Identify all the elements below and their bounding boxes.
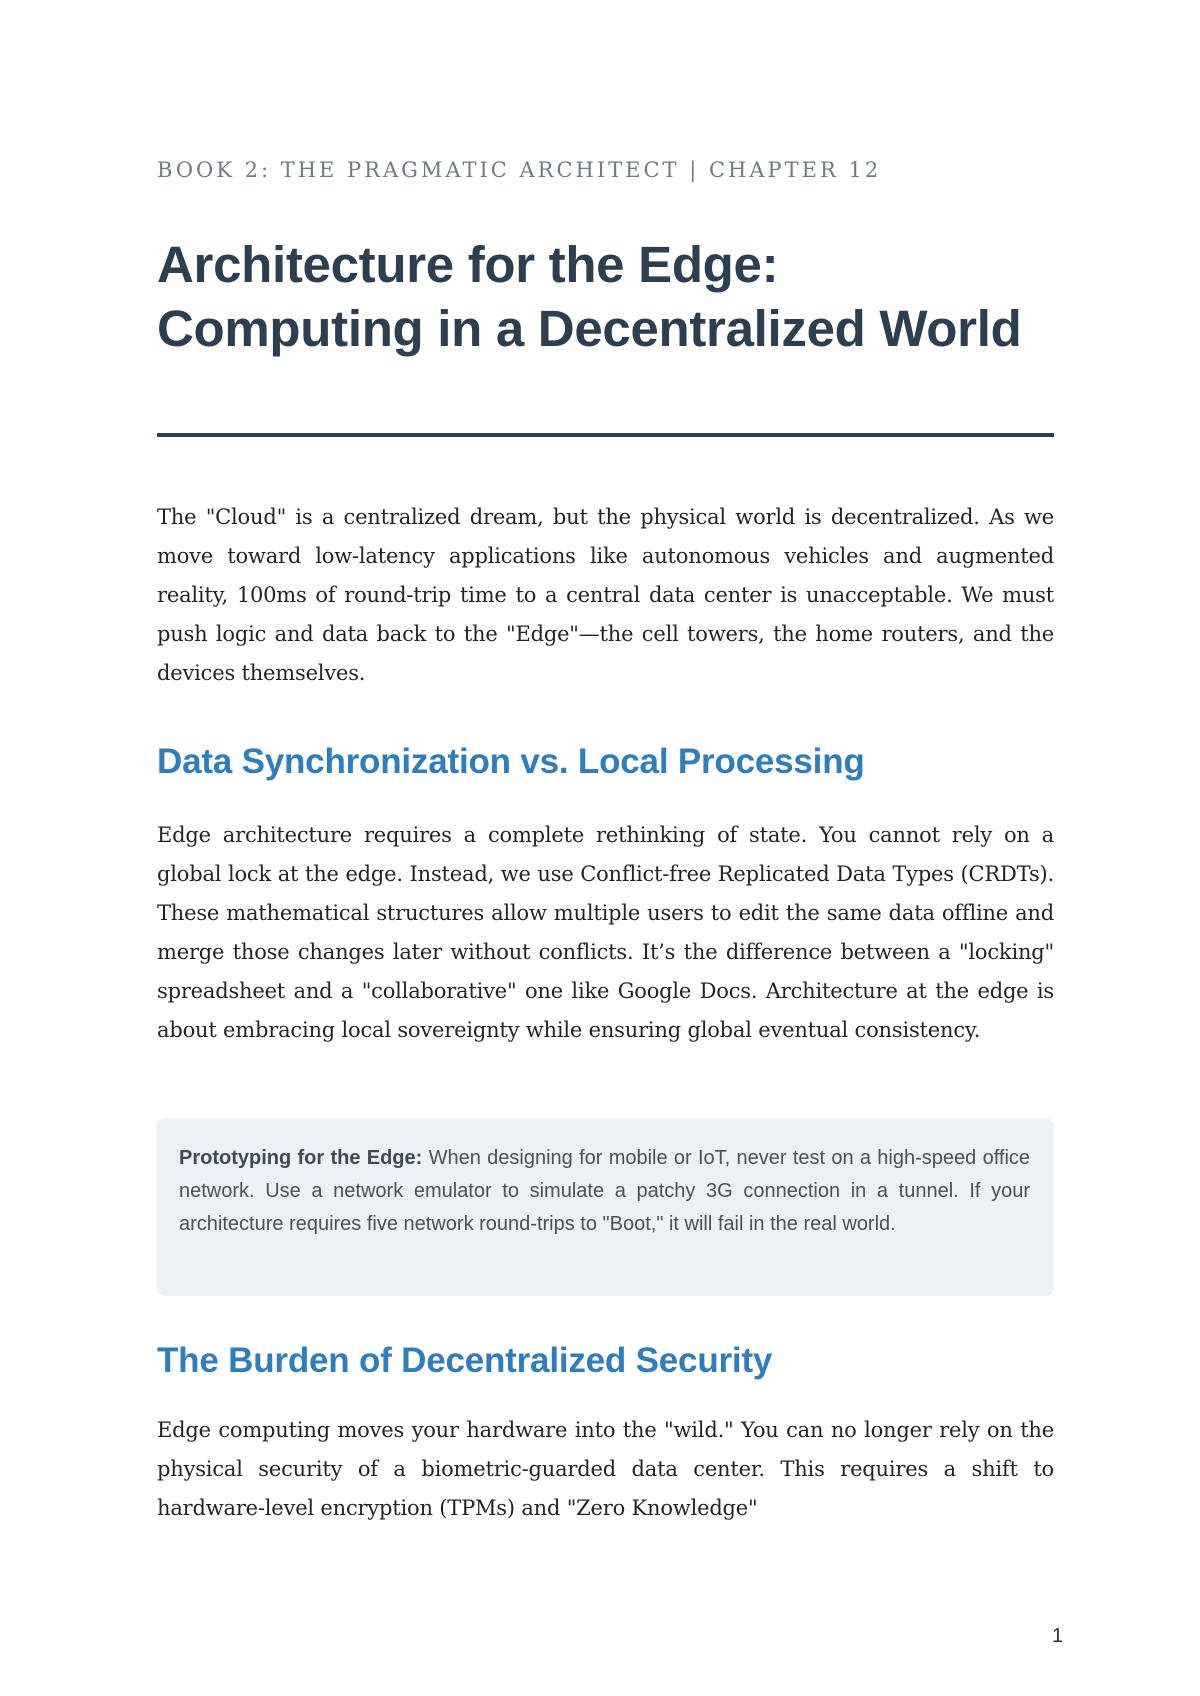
tip-callout [157,1118,1054,1296]
document-page [157,0,1054,1696]
section-heading-security: The Burden of Decentralized Security [157,1341,773,1380]
title-divider [157,433,1054,437]
intro-paragraph: The "Cloud" is a centralized dream, but the physical world is decentralized. As we move toward low-latency applications like autonomous vehicles and augmented reality, 100ms of round-trip time to a central data center is unacceptable. We must push logic and data back to the "Edge"—the cell towers, the home routers, and the devices themselves. [157,505,1054,685]
page-number: 1 [1052,1625,1064,1647]
section-heading-data-sync: Data Synchronization vs. Local Processing [157,742,865,781]
page-title: Architecture for the Edge: Computing in a Decentralized World [157,236,1022,357]
callout-body: When designing for mobile or IoT, never test on a high-speed office network. Use a network emulator to simulate a patchy 3G connection in a tunnel. If your architecture requires five network round-trips to "Boot," it will fail in the real world. [179,1147,1031,1235]
section-paragraph-data-sync: Edge architecture requires a complete rethinking of state. You cannot rely on a global lock at the edge. Instead, we use Conflict-free Replicated Data Types (CRDTs). These mathematical structures allow multiple users to edit the same data offline and merge those changes later without conflicts. It’s the difference between a "locking" spreadsheet and a "collaborative" one like Google Docs. Architecture at the edge is about embracing local sovereignty while ensuring global eventual consistency. [157,823,1054,1042]
callout-text [179,1142,1030,1241]
callout-label: Prototyping for the Edge: [179,1147,423,1169]
section-paragraph-security: Edge computing moves your hardware into the "wild." You can no longer rely on the physical security of a biometric-guarded data center. This requires a shift to hardware-level encryption (TPMs) and "Zero Knowledge" [157,1418,1054,1520]
chapter-kicker: BOOK 2: THE PRAGMATIC ARCHITECT | CHAPTER 12 [157,158,882,182]
